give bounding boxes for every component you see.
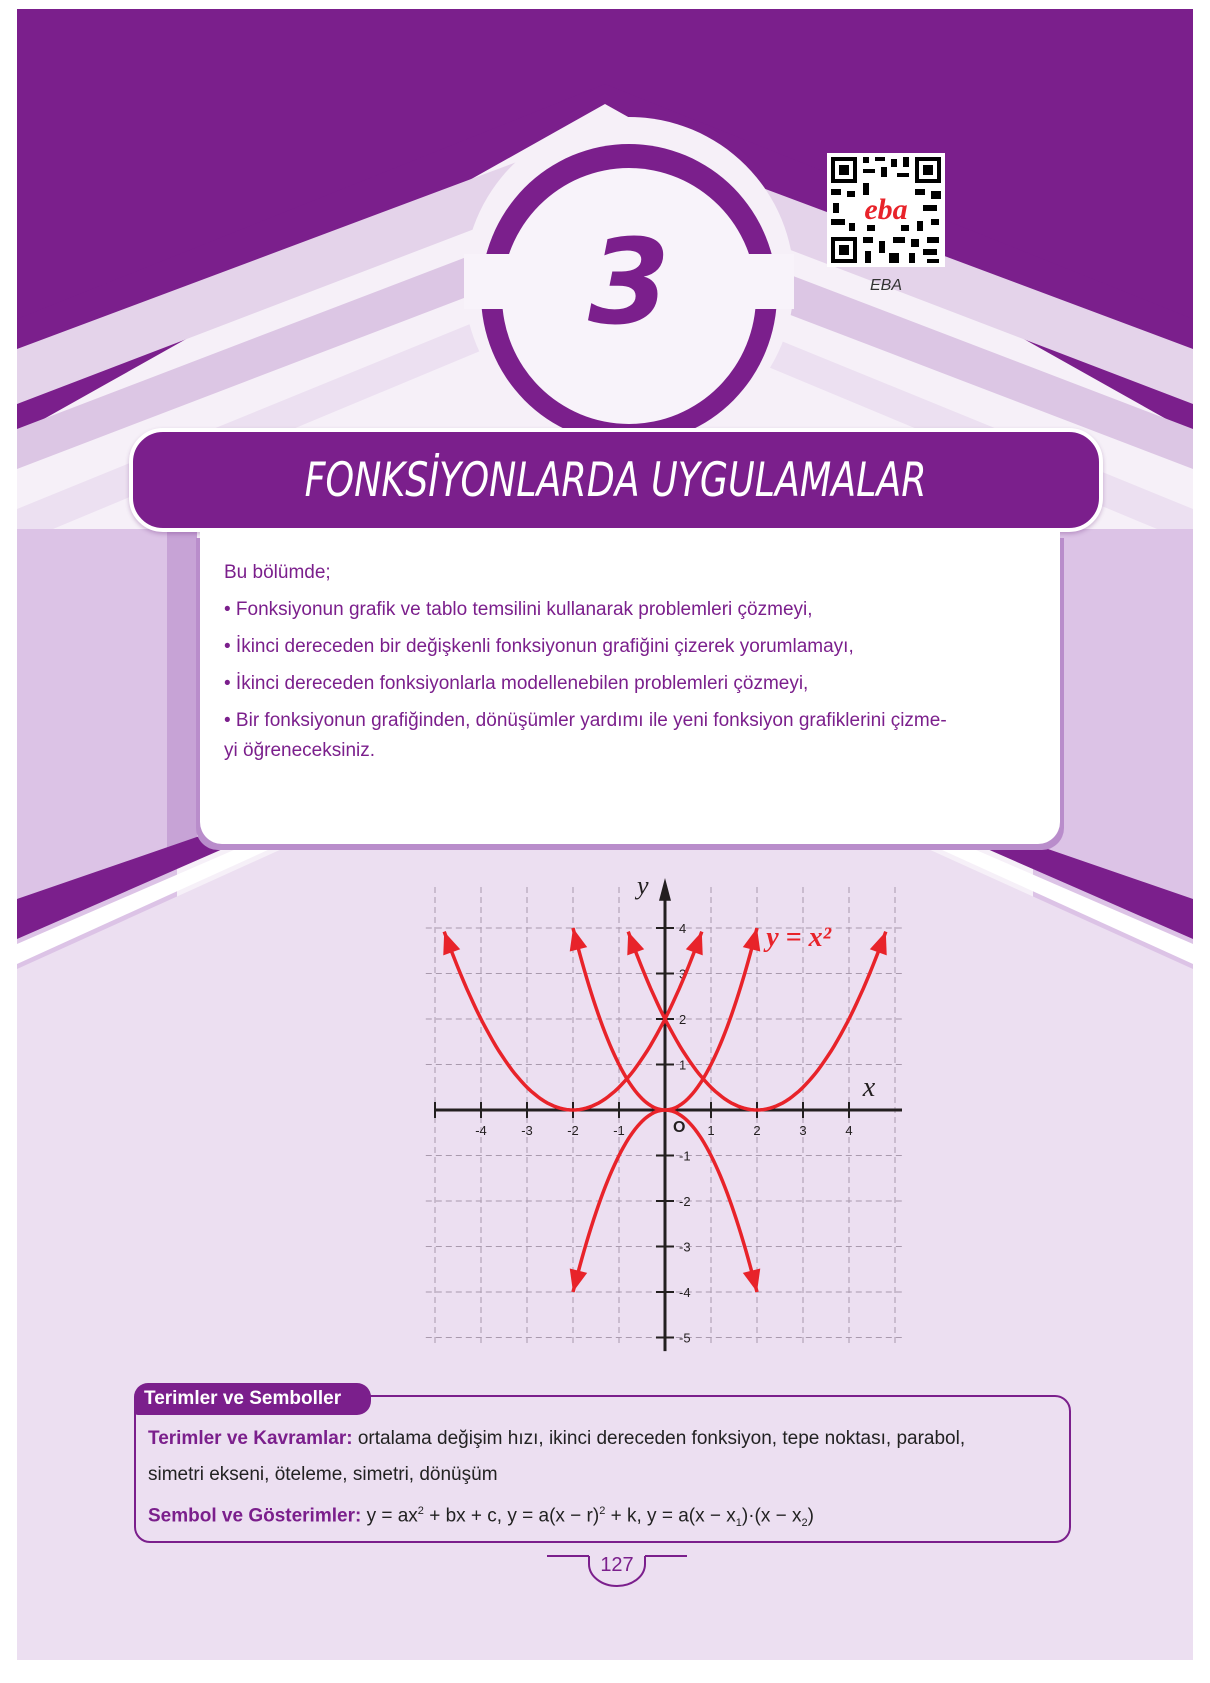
superscript: 2	[599, 1505, 606, 1517]
symbols-text: )·(x − x	[741, 1505, 802, 1527]
eba-qr-code[interactable]	[827, 153, 945, 267]
concepts-label: Terimler ve Kavramlar:	[148, 1428, 353, 1449]
subscript: 2	[801, 1517, 808, 1530]
symbols-text: )	[807, 1505, 814, 1527]
svg-text:-4: -4	[679, 1285, 691, 1300]
eba-logo: eba	[864, 193, 908, 226]
svg-text:-5: -5	[679, 1330, 691, 1346]
parabola-chart	[412, 873, 902, 1363]
objectives-lead: Bu bölümde;	[224, 562, 331, 583]
terms-tab-label: Terimler ve Semboller	[134, 1383, 371, 1415]
symbols-label: Sembol ve Gösterimler:	[148, 1505, 362, 1527]
concepts-text-continued: simetri ekseni, öteleme, simetri, dönüşüm	[148, 1464, 498, 1485]
svg-text:2: 2	[679, 1012, 687, 1027]
svg-text:-2: -2	[567, 1123, 579, 1138]
svg-text:-1: -1	[613, 1123, 625, 1138]
symbols-text: y = ax	[361, 1505, 418, 1527]
svg-text:-1: -1	[679, 1148, 691, 1164]
terms-and-symbols-box	[134, 1388, 1071, 1543]
svg-text:3: 3	[679, 966, 687, 982]
svg-text:-3: -3	[679, 1239, 691, 1255]
svg-text:4: 4	[679, 921, 687, 936]
page-number: 127	[600, 1554, 634, 1576]
chapter-page	[17, 9, 1193, 1660]
subscript: 1	[735, 1517, 742, 1530]
svg-text:-3: -3	[521, 1123, 533, 1138]
svg-text:1: 1	[679, 1057, 687, 1073]
symbols-text: + bx + c, y = a(x − r)	[423, 1505, 600, 1527]
qr-code-icon	[827, 153, 945, 267]
svg-text:1: 1	[707, 1123, 715, 1138]
concepts-text: ortalama değişim hızı, ikinci dereceden fonksiyon, tepe noktası, parabol,	[352, 1428, 966, 1449]
objectives-box	[200, 532, 1060, 844]
svg-text:y: y	[637, 873, 649, 900]
svg-text:2: 2	[753, 1123, 761, 1138]
objective-item: • Bir fonksiyonun grafiğinden, dönüşümler yardımı ile yeni fonksiyon grafiklerini çizme-	[224, 710, 947, 731]
svg-text:-2: -2	[679, 1194, 691, 1209]
objective-item: • İkinci dereceden bir değişkenli fonksiyonun grafiğini çizerek yorumlamayı,	[224, 636, 854, 657]
svg-text:-4: -4	[475, 1123, 487, 1138]
objective-item: • İkinci dereceden fonksiyonlarla modellenebilen problemleri çözmeyi,	[224, 673, 809, 694]
terms-concepts-line	[148, 1421, 1059, 1457]
chapter-title-banner	[129, 428, 1103, 532]
objective-item-continuation: yi öğreneceksiniz.	[224, 740, 376, 761]
symbols-text: + k, y = a(x − x	[605, 1505, 736, 1527]
chapter-number: 3	[587, 213, 671, 351]
qr-label: EBA	[869, 277, 902, 294]
svg-text:x: x	[862, 1072, 876, 1103]
svg-text:O: O	[673, 1119, 686, 1136]
terms-symbols-line	[148, 1493, 1059, 1541]
curve-label: y = x²	[766, 922, 831, 954]
svg-text:4: 4	[845, 1123, 853, 1138]
chapter-title: FONKSİYONLARDA UYGULAMALAR	[305, 452, 927, 508]
chapter-badge	[464, 104, 794, 444]
superscript: 2	[417, 1505, 424, 1517]
objective-item: • Fonksiyonun grafik ve tablo temsilini kullanarak problemleri çözmeyi,	[224, 599, 813, 620]
svg-text:3: 3	[799, 1123, 807, 1138]
parabola-graph	[412, 873, 902, 1363]
page-number-ornament	[547, 1544, 687, 1594]
